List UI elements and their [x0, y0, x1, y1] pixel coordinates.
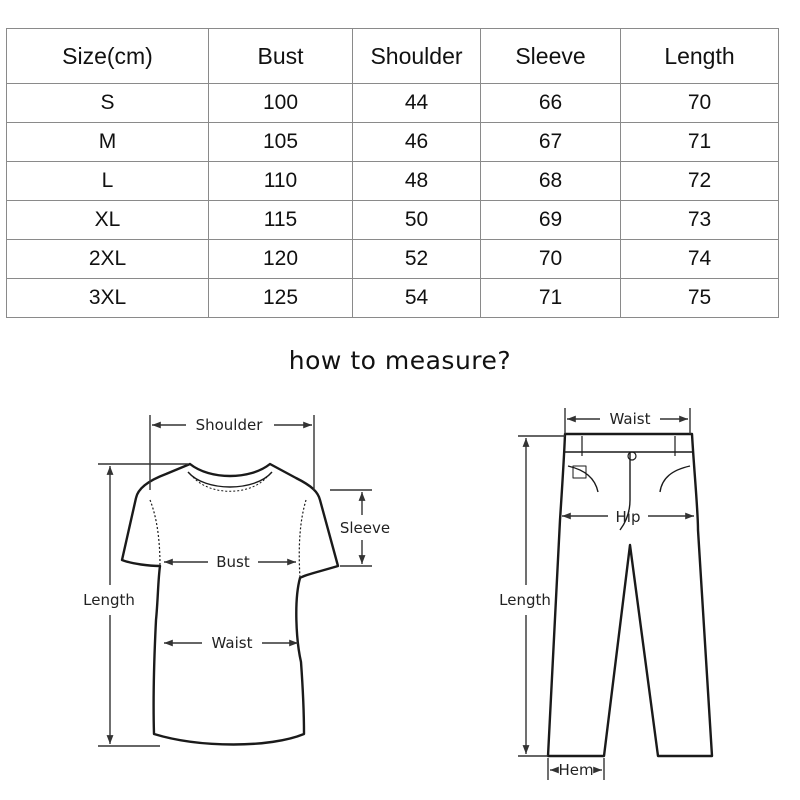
tshirt-collar	[188, 472, 272, 487]
cell-bust: 105	[209, 123, 353, 162]
cell-shoulder: 54	[353, 279, 481, 318]
measurement-diagram	[0, 390, 800, 800]
cell-sleeve: 70	[481, 240, 621, 279]
cell-length: 73	[621, 201, 779, 240]
cell-size: S	[7, 84, 209, 123]
tshirt-sleeve-seam-left	[150, 500, 160, 566]
hem-label: Hem	[558, 761, 594, 779]
header-size: Size(cm)	[7, 29, 209, 84]
table-row	[7, 123, 779, 162]
shirt-waist-label: Waist	[211, 634, 253, 652]
cell-bust: 120	[209, 240, 353, 279]
cell-sleeve: 69	[481, 201, 621, 240]
cell-shoulder: 48	[353, 162, 481, 201]
bust-label: Bust	[216, 553, 250, 571]
tshirt-sleeve-seam-right	[299, 500, 306, 578]
pants-length-label: Length	[499, 591, 551, 609]
pants-waist-label: Waist	[609, 410, 651, 428]
pants-pocket-right	[660, 466, 690, 492]
pants-button	[628, 452, 636, 460]
shirt-length-label: Length	[83, 591, 135, 609]
tshirt-illustration	[122, 464, 338, 745]
cell-size: 3XL	[7, 279, 209, 318]
cell-length: 71	[621, 123, 779, 162]
cell-length: 72	[621, 162, 779, 201]
table-header-row	[7, 29, 779, 84]
cell-size: XL	[7, 201, 209, 240]
hip-label: Hip	[615, 508, 641, 526]
cell-sleeve: 66	[481, 84, 621, 123]
cell-size: L	[7, 162, 209, 201]
header-length: Length	[621, 29, 779, 84]
cell-bust: 125	[209, 279, 353, 318]
sleeve-label: Sleeve	[339, 519, 391, 537]
cell-sleeve: 68	[481, 162, 621, 201]
table-row	[7, 240, 779, 279]
cell-bust: 100	[209, 84, 353, 123]
header-sleeve: Sleeve	[481, 29, 621, 84]
pants-illustration	[548, 434, 712, 756]
tshirt-measure-lines	[98, 415, 372, 746]
tshirt-outline	[122, 464, 338, 745]
tshirt-collar-stitch	[193, 477, 267, 491]
cell-shoulder: 52	[353, 240, 481, 279]
cell-size: M	[7, 123, 209, 162]
size-chart-table	[6, 28, 779, 318]
table-row	[7, 279, 779, 318]
table-row	[7, 162, 779, 201]
cell-shoulder: 46	[353, 123, 481, 162]
cell-length: 74	[621, 240, 779, 279]
header-bust: Bust	[209, 29, 353, 84]
cell-size: 2XL	[7, 240, 209, 279]
cell-sleeve: 71	[481, 279, 621, 318]
cell-shoulder: 44	[353, 84, 481, 123]
header-shoulder: Shoulder	[353, 29, 481, 84]
table-row	[7, 201, 779, 240]
cell-shoulder: 50	[353, 201, 481, 240]
cell-bust: 115	[209, 201, 353, 240]
cell-bust: 110	[209, 162, 353, 201]
table-row	[7, 84, 779, 123]
cell-length: 75	[621, 279, 779, 318]
cell-sleeve: 67	[481, 123, 621, 162]
shoulder-label: Shoulder	[195, 416, 263, 434]
how-to-measure-title: how to measure?	[288, 346, 512, 375]
cell-length: 70	[621, 84, 779, 123]
